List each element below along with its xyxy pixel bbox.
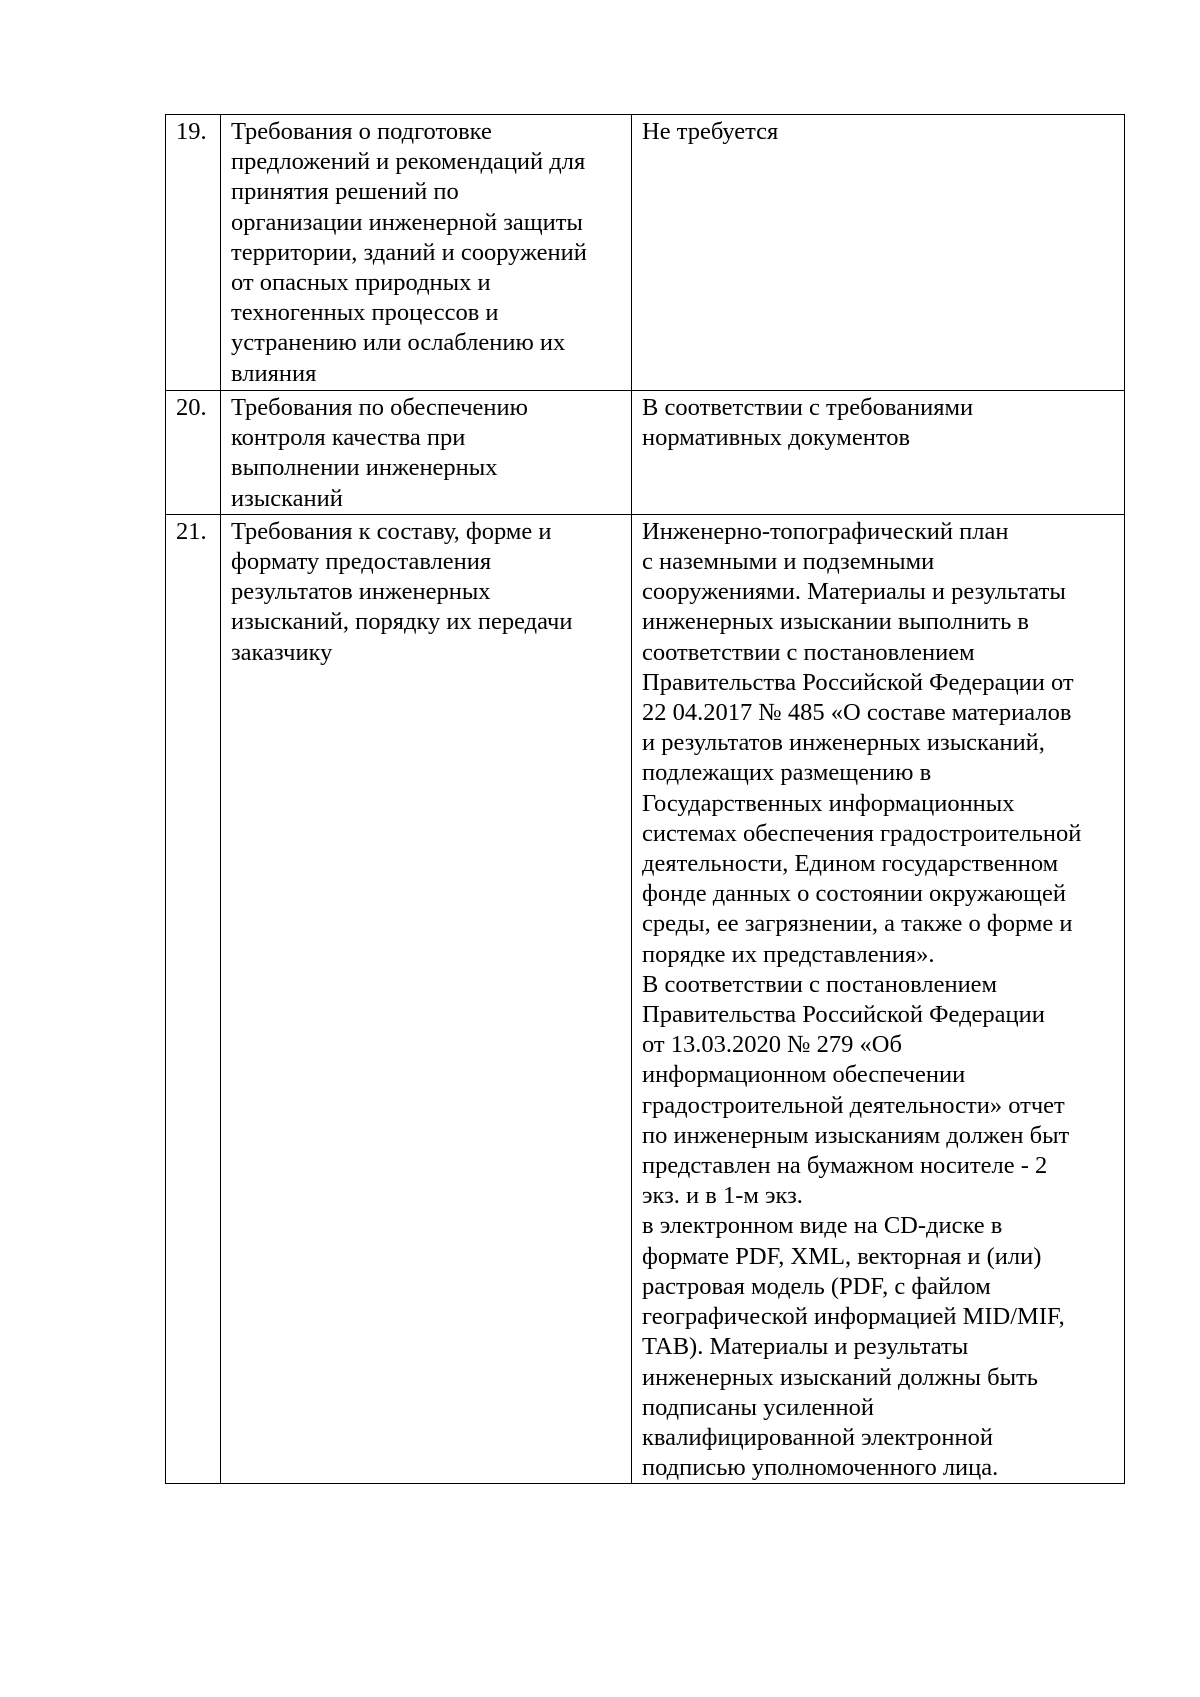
text-line: Инженерно-топографический план xyxy=(642,517,1009,545)
text-line: географической информацией MID/MIF, xyxy=(642,1303,1065,1331)
text-line: выполнении инженерных xyxy=(231,454,498,482)
text-line: В соответствии с постановлением xyxy=(642,970,998,998)
text-line: Правительства Российской Федерации xyxy=(642,1001,1045,1029)
text-line: подписаны усиленной xyxy=(642,1393,875,1421)
text-line: Требования по обеспечению xyxy=(231,394,528,421)
text-line: экз. и в 1-м экз. xyxy=(642,1182,803,1210)
text-line: инженерных изысканий должны быть xyxy=(642,1363,1038,1391)
text-line: соответствии с постановлением xyxy=(642,638,975,666)
text-line: среды, ее загрязнении, а также о форме и xyxy=(642,910,1073,938)
requirement-value xyxy=(632,115,1125,391)
text-line: заказчику xyxy=(231,638,333,666)
text-line: квалифицированной электронной xyxy=(642,1423,993,1451)
text-line: В соответствии с требованиями xyxy=(642,394,974,421)
text-line: Требования к составу, форме и xyxy=(231,517,552,545)
text-line: растровая модель (PDF, с файлом xyxy=(642,1272,991,1300)
requirement-name xyxy=(221,514,632,1484)
row-number: 21. xyxy=(166,514,221,1484)
requirement-value xyxy=(632,514,1125,1484)
text-line: территории, зданий и сооружений xyxy=(231,238,587,266)
requirements-table xyxy=(165,114,1125,1484)
text-line: Правительства Российской Федерации от xyxy=(642,668,1074,696)
text-line: информационном обеспечении xyxy=(642,1061,966,1089)
text-line: TAB). Материалы и результаты xyxy=(642,1333,969,1361)
text-line: подписью уполномоченного лица. xyxy=(642,1454,999,1482)
text-line: предложений и рекомендаций для xyxy=(231,148,586,176)
text-line: Не требуется xyxy=(642,118,779,145)
text-line: градостроительной деятельности» отчет xyxy=(642,1091,1065,1119)
text-line: формате PDF, XML, векторная и (или) xyxy=(642,1242,1042,1270)
text-line: контроля качества при xyxy=(231,424,466,452)
text-line: от опасных природных и xyxy=(231,269,491,297)
text-line: и результатов инженерных изысканий, xyxy=(642,729,1045,757)
row-number: 19. xyxy=(166,115,221,391)
text-line: Государственных информационных xyxy=(642,789,1015,817)
row-number: 20. xyxy=(166,391,221,515)
text-line: представлен на бумажном носителе - 2 xyxy=(642,1152,1048,1180)
table-row xyxy=(166,514,1125,1484)
requirement-value xyxy=(632,391,1125,515)
table-row xyxy=(166,115,1125,391)
text-line: изысканий, порядку их передачи xyxy=(231,608,573,636)
text-line: устранению или ослаблению их xyxy=(231,329,566,357)
text-line: формату предоставления xyxy=(231,548,492,576)
text-line: Требования о подготовке xyxy=(231,118,492,145)
text-line: нормативных документов xyxy=(642,424,911,452)
table-row xyxy=(166,391,1125,515)
text-line: подлежащих размещению в xyxy=(642,759,932,787)
text-line: инженерных изыскании выполнить в xyxy=(642,608,1029,636)
text-line: организации инженерной защиты xyxy=(231,208,583,236)
text-line: в электронном виде на CD-диске в xyxy=(642,1212,1003,1240)
text-line: изысканий xyxy=(231,484,343,512)
text-line: по инженерным изысканиям должен быт xyxy=(642,1121,1070,1149)
text-line: влияния xyxy=(231,359,317,387)
text-line: результатов инженерных xyxy=(231,578,491,606)
text-line: фонде данных о состоянии окружающей xyxy=(642,880,1066,908)
text-line: принятия решений по xyxy=(231,178,459,206)
requirements-table-body xyxy=(166,115,1125,1484)
text-line: техногенных процессов и xyxy=(231,299,499,327)
requirement-name xyxy=(221,115,632,391)
text-line: сооружениями. Материалы и результаты xyxy=(642,578,1066,606)
text-line: системах обеспечения градостроительной xyxy=(642,819,1082,847)
text-line: 22 04.2017 № 485 «О составе материалов xyxy=(642,699,1072,727)
text-line: с наземными и подземными xyxy=(642,548,935,576)
text-line: порядке их представления». xyxy=(642,940,935,968)
text-line: деятельности, Едином государственном xyxy=(642,850,1059,878)
requirement-name xyxy=(221,391,632,515)
text-line: от 13.03.2020 № 279 «Об xyxy=(642,1031,902,1059)
